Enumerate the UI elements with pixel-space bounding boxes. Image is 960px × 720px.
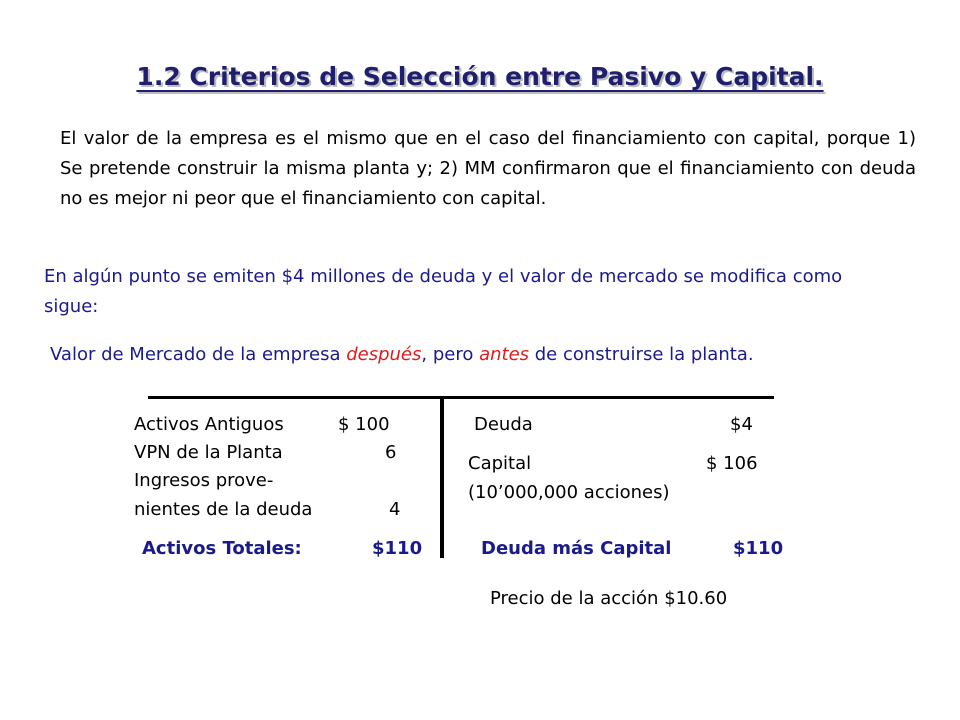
liability-label-capital: Capital xyxy=(468,453,532,474)
caption-part-3: de construirse la planta. xyxy=(529,344,754,365)
liability-value-capital: $ 106 xyxy=(706,453,758,474)
asset-label-old-assets: Activos Antiguos xyxy=(134,414,284,435)
total-assets-value: $110 xyxy=(372,538,423,559)
asset-label-plant-npv: VPN de la Planta xyxy=(134,442,283,463)
caption-part-1: Valor de Mercado de la empresa xyxy=(50,344,347,365)
caption-emphasis-despues: después xyxy=(346,344,422,365)
body-paragraph: El valor de la empresa es el mismo que en el caso del financiamiento con capital, porque 1) Se pretende construir la misma planta y; 2) MM confirmaron que el financiamiento con deuda no es mejor ni peor que el financiamiento con capital. xyxy=(60,128,916,209)
share-price: Precio de la acción $10.60 xyxy=(490,588,728,609)
asset-value-plant-npv: 6 xyxy=(385,442,397,463)
liability-label-shares: (10’000,000 acciones) xyxy=(468,482,670,503)
caption-emphasis-antes: antes xyxy=(479,344,530,365)
asset-value-debt-proceeds: 4 xyxy=(389,499,401,520)
liability-value-debt: $4 xyxy=(730,414,753,435)
asset-label-debt-proceeds-line1: Ingresos prove- xyxy=(134,470,274,491)
total-assets-label: Activos Totales: xyxy=(142,538,302,559)
table-caption xyxy=(50,344,754,365)
t-account-vertical-line xyxy=(440,398,444,558)
t-account-horizontal-line xyxy=(148,396,774,399)
liability-label-debt: Deuda xyxy=(474,414,533,435)
asset-label-debt-proceeds-line2: nientes de la deuda xyxy=(134,499,313,520)
asset-value-old-assets: $ 100 xyxy=(338,414,390,435)
total-liabilities-label: Deuda más Capital xyxy=(481,538,672,559)
caption-part-2: , pero xyxy=(421,344,480,365)
slide-title: 1.2 Criterios de Selección entre Pasivo y Capital. xyxy=(136,62,824,91)
total-liabilities-value: $110 xyxy=(733,538,784,559)
intro-text: En algún punto se emiten $4 millones de deuda y el valor de mercado se modifica como sigue: xyxy=(44,266,843,317)
